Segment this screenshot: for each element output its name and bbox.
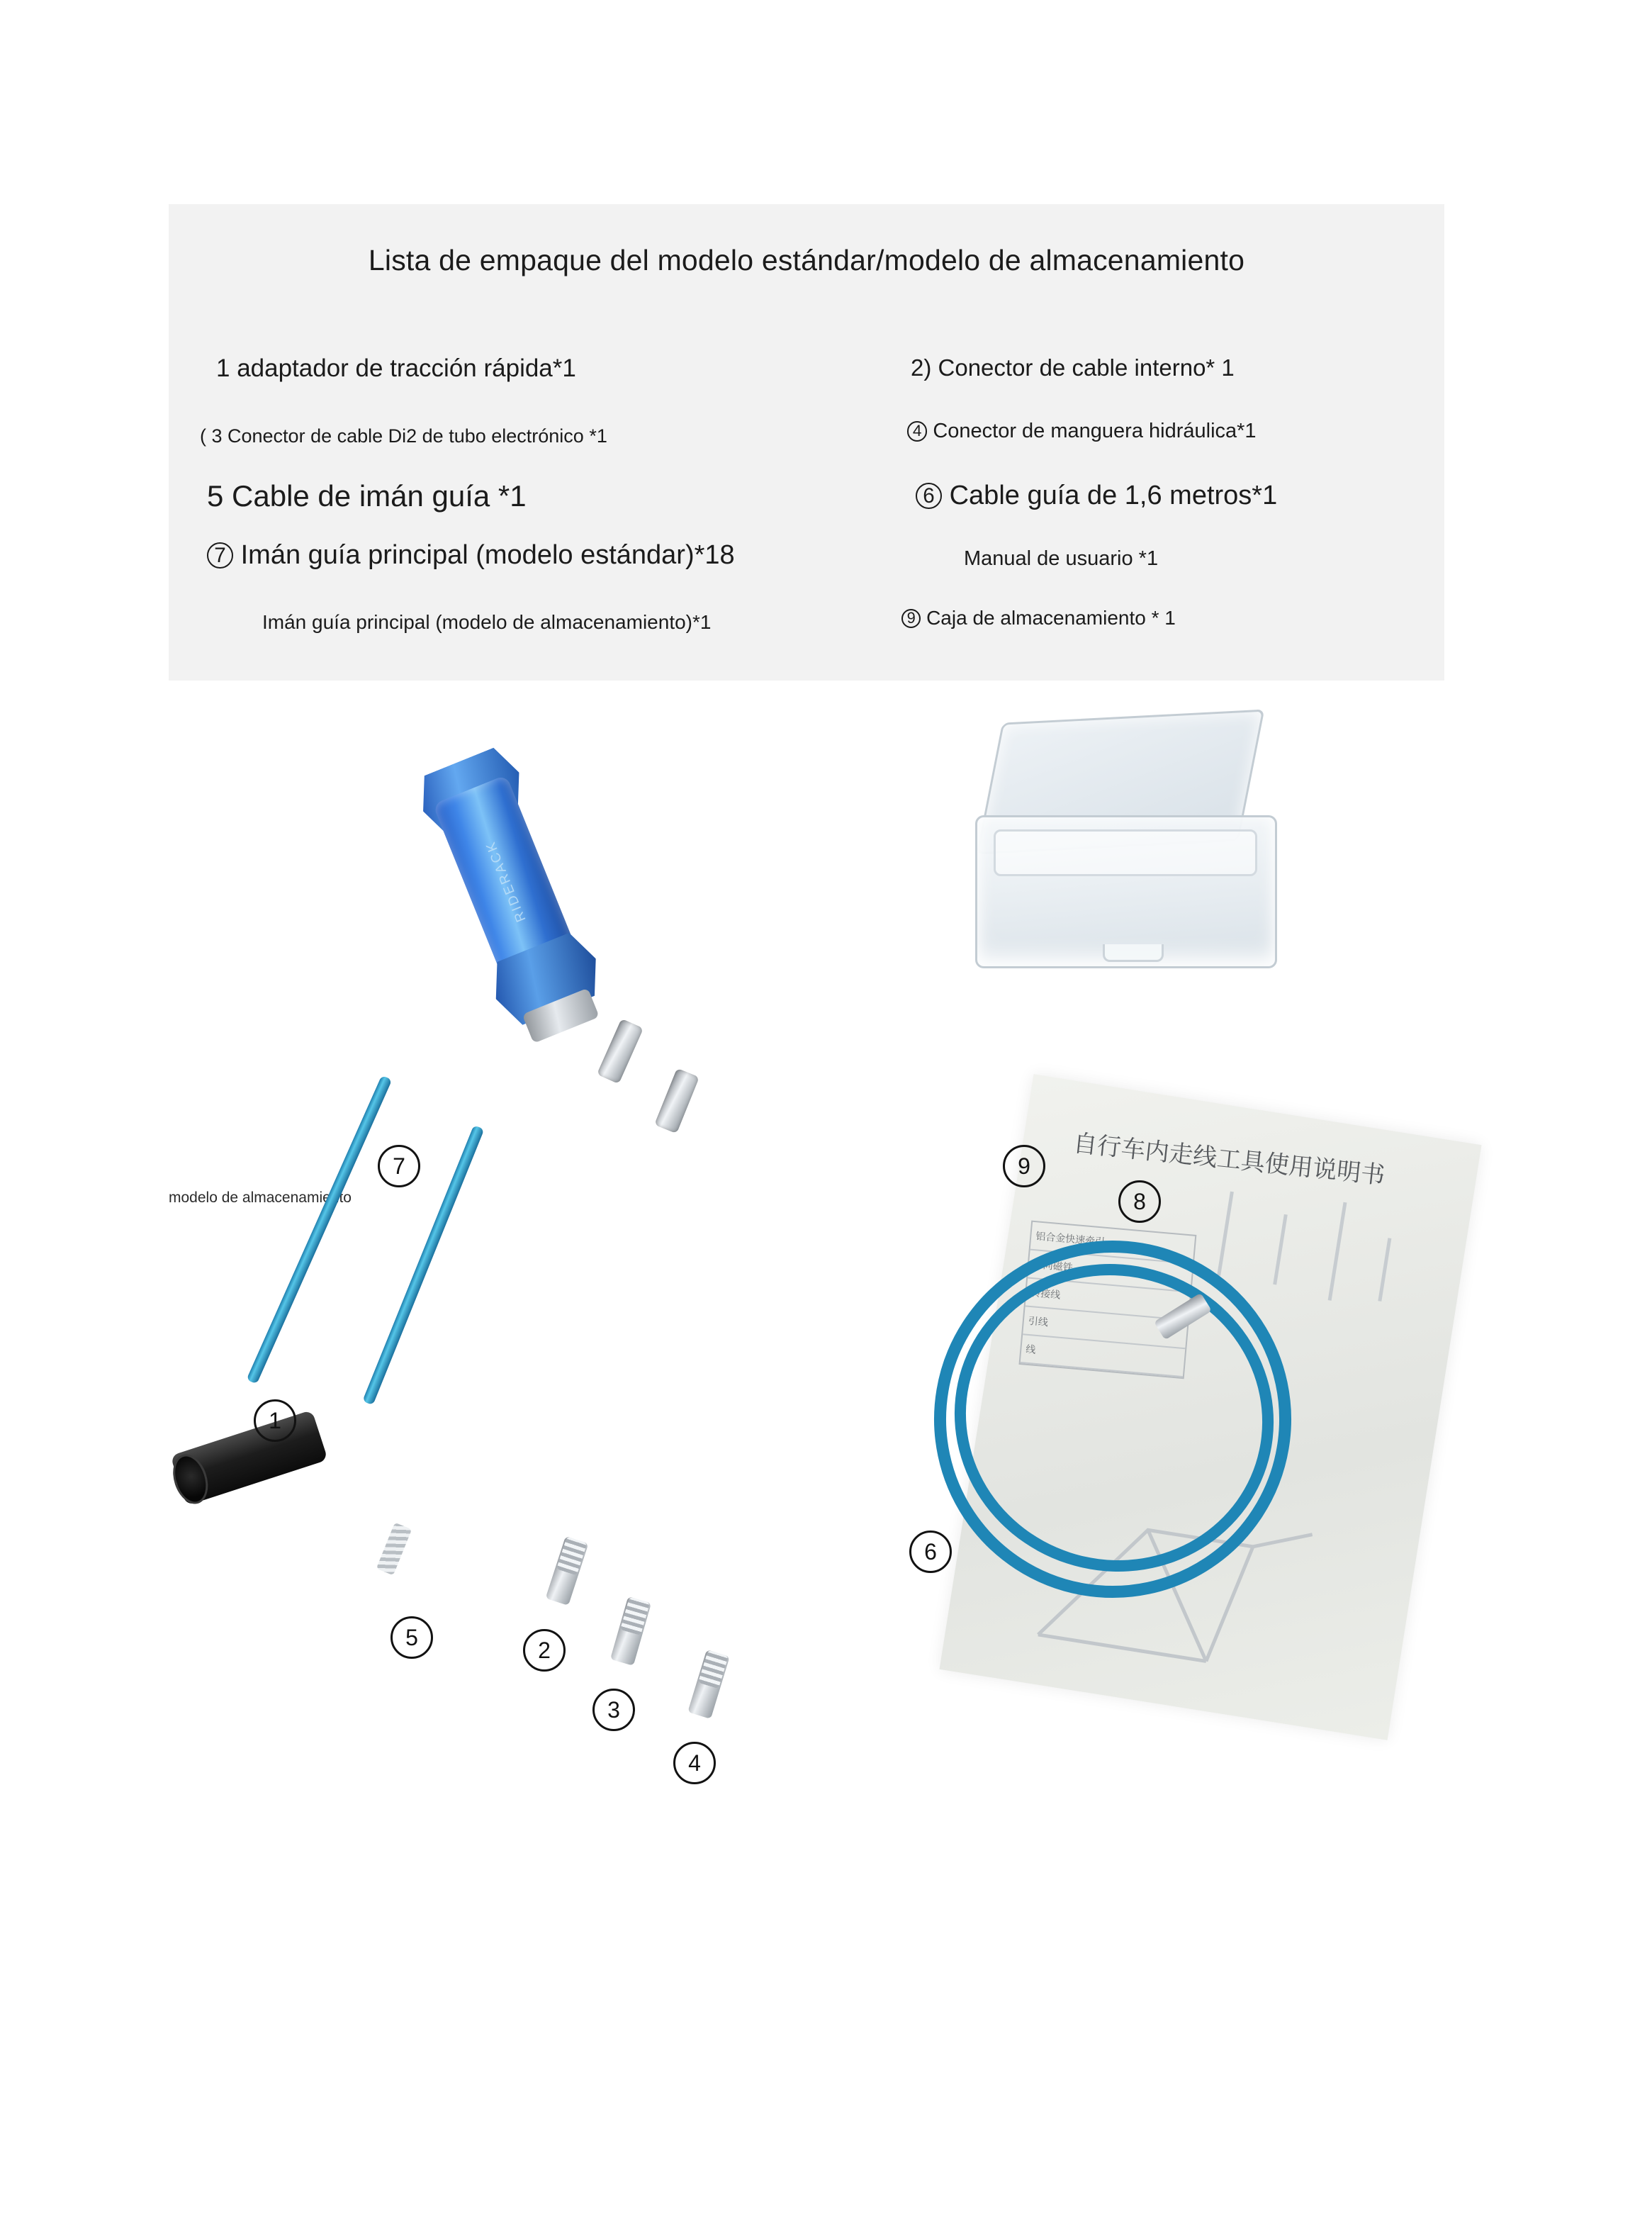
callout-6: 6 [909, 1530, 952, 1573]
packing-list-item-4-label: Conector de manguera hidráulica*1 [933, 420, 1257, 442]
marker-9-icon: 9 [901, 609, 921, 628]
manual-title: 自行车内走线工具使用说明书 [1072, 1129, 1387, 1190]
connector-thread [556, 1537, 587, 1576]
cable-loop-inner [914, 1223, 1313, 1613]
storage-box-latch [1103, 944, 1164, 962]
storage-model-label: modelo de almacenamiento [169, 1190, 352, 1206]
product-photo [169, 681, 1487, 1985]
quick-traction-adapter [366, 703, 681, 1062]
hydraulic-hose-connector [687, 1650, 729, 1719]
wire-threaded-tip [376, 1523, 412, 1576]
callout-1: 1 [254, 1399, 296, 1442]
callout-2: 2 [523, 1629, 566, 1672]
packing-list-item-3: ( 3 Conector de cable Di2 de tubo electrónico *1 [200, 425, 607, 447]
manual-table-row: 引线 [1023, 1306, 1188, 1349]
packing-list-title: Lista de empaque del modelo estándar/modelo de almacenamiento [368, 244, 1245, 276]
connector-thread [698, 1650, 729, 1689]
packing-list-item-10-label: Caja de almacenamiento * 1 [926, 607, 1176, 629]
callout-7: 7 [378, 1145, 420, 1187]
callout-4: 4 [673, 1742, 716, 1784]
marker-4-icon: 4 [907, 421, 927, 441]
marker-6-icon: 6 [916, 483, 942, 509]
callout-8: 8 [1118, 1180, 1161, 1223]
packing-list-item-10 [901, 607, 1176, 629]
manual-table-row: 导向磁铁 [1028, 1250, 1193, 1293]
internal-cable-connector [546, 1536, 589, 1606]
callout-3: 3 [592, 1689, 635, 1731]
packing-list-item-7 [207, 540, 735, 571]
manual-diagram-line [1328, 1202, 1347, 1301]
manual-diagram-line [1378, 1238, 1391, 1302]
storage-box [962, 716, 1303, 1000]
packing-list-item-7-label: Imán guía principal (modelo estándar)*18 [240, 540, 735, 570]
packing-list-item-8: Manual de usuario *1 [964, 547, 1159, 570]
manual-table-row: 线 [1021, 1335, 1186, 1377]
packing-list-item-6-label: Cable guía de 1,6 metros*1 [949, 481, 1278, 510]
packing-list-item-2: 2) Conector de cable interno* 1 [911, 354, 1235, 381]
wire-ferrule-upper [597, 1019, 644, 1084]
di2-cable-connector [610, 1596, 651, 1666]
marker-7-icon: 7 [207, 542, 233, 569]
manual-table-row: 转接线 [1026, 1278, 1191, 1321]
connector-thread [620, 1597, 650, 1635]
packing-list-item-1: 1 adaptador de tracción rápida*1 [216, 354, 576, 382]
callout-5: 5 [390, 1616, 433, 1659]
packing-list-item-9: Imán guía principal (modelo de almacenamiento)*1 [262, 611, 712, 633]
packing-list-item-4 [907, 420, 1257, 443]
guide-wire-upper [247, 1075, 393, 1384]
packing-list-item-5: 5 Cable de imán guía *1 [207, 479, 527, 513]
guide-cable-coil [934, 1241, 1303, 1609]
packing-list-item-6 [916, 481, 1277, 511]
storage-box-rim [994, 829, 1257, 876]
wire-ferrule-lower [654, 1068, 699, 1134]
manual-table-row: 铝合金快速牵引 [1030, 1222, 1196, 1265]
callout-9: 9 [1003, 1145, 1045, 1187]
